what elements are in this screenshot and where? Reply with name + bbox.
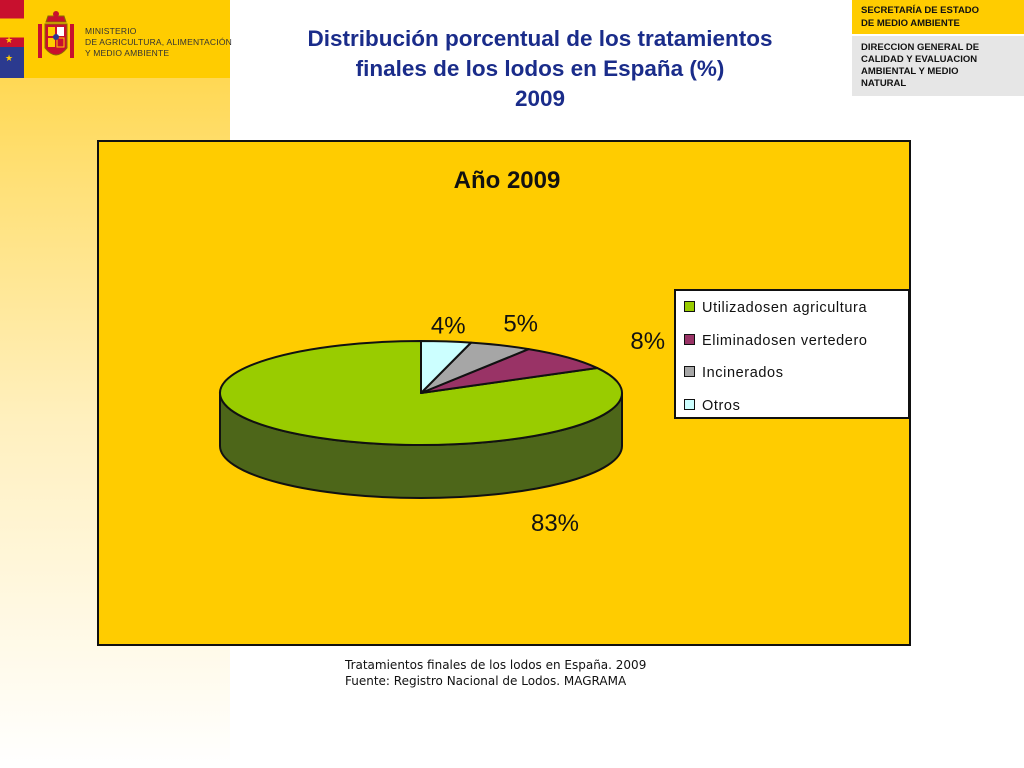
data-label-incinerados: 5%: [503, 310, 539, 338]
legend-swatch: [684, 399, 695, 410]
chart-legend: [674, 289, 910, 419]
chart-area: [97, 140, 911, 646]
caption-line: Tratamientos finales de los lodos en España. 2009: [345, 658, 647, 672]
legend-label: Eliminadosen vertedero: [702, 333, 868, 349]
legend-label: Utilizadosen agricultura: [702, 300, 868, 316]
direccion-line: DIRECCION GENERAL DE: [861, 42, 980, 53]
direccion-line: NATURAL: [861, 78, 907, 89]
ministry-name: MINISTERIO DE AGRICULTURA, ALIMENTACIÓN Y MEDIO AMBIENTE: [85, 26, 232, 58]
chart-title: Año 2009: [453, 167, 561, 194]
star-icon: ★: [5, 18, 14, 28]
legend-label: Otros: [702, 398, 741, 414]
legend-swatch: [684, 366, 695, 377]
direccion-line: AMBIENTAL Y MEDIO: [861, 66, 959, 77]
eu-flag-strip: [0, 0, 24, 78]
star-icon: ★: [5, 53, 14, 63]
secretaria-header: [852, 0, 1024, 36]
caption-line: Fuente: Registro Nacional de Lodos. MAGRAMA: [345, 674, 627, 688]
page-title: [250, 24, 830, 114]
ministry-header: [0, 0, 230, 78]
legend-item-agricultura: [684, 299, 867, 317]
title-line: 2009: [514, 86, 566, 111]
secretaria-box: [852, 0, 1024, 96]
direccion-line: CALIDAD Y EVALUACION: [861, 54, 978, 65]
chart-caption: [345, 657, 646, 689]
legend-swatch: [684, 301, 695, 312]
coat-of-arms-icon: [36, 10, 76, 68]
data-label-otros: 4%: [430, 312, 466, 340]
legend-item-otros: [684, 397, 740, 415]
legend-swatch: [684, 334, 695, 345]
title-line: finales de los lodos en España (%): [355, 56, 725, 81]
data-label-vertedero: 8%: [630, 327, 666, 355]
secretaria-line: SECRETARÍA DE ESTADO: [861, 5, 980, 16]
secretaria-line: DE MEDIO AMBIENTE: [861, 18, 960, 29]
legend-item-incinerados: [684, 364, 784, 382]
legend-item-vertedero: [684, 332, 868, 350]
data-label-agricultura: 83%: [530, 510, 580, 537]
legend-label: Incinerados: [702, 365, 784, 381]
title-line: Distribución porcentual de los tratamientos: [307, 26, 773, 51]
star-icon: ★: [5, 35, 14, 45]
